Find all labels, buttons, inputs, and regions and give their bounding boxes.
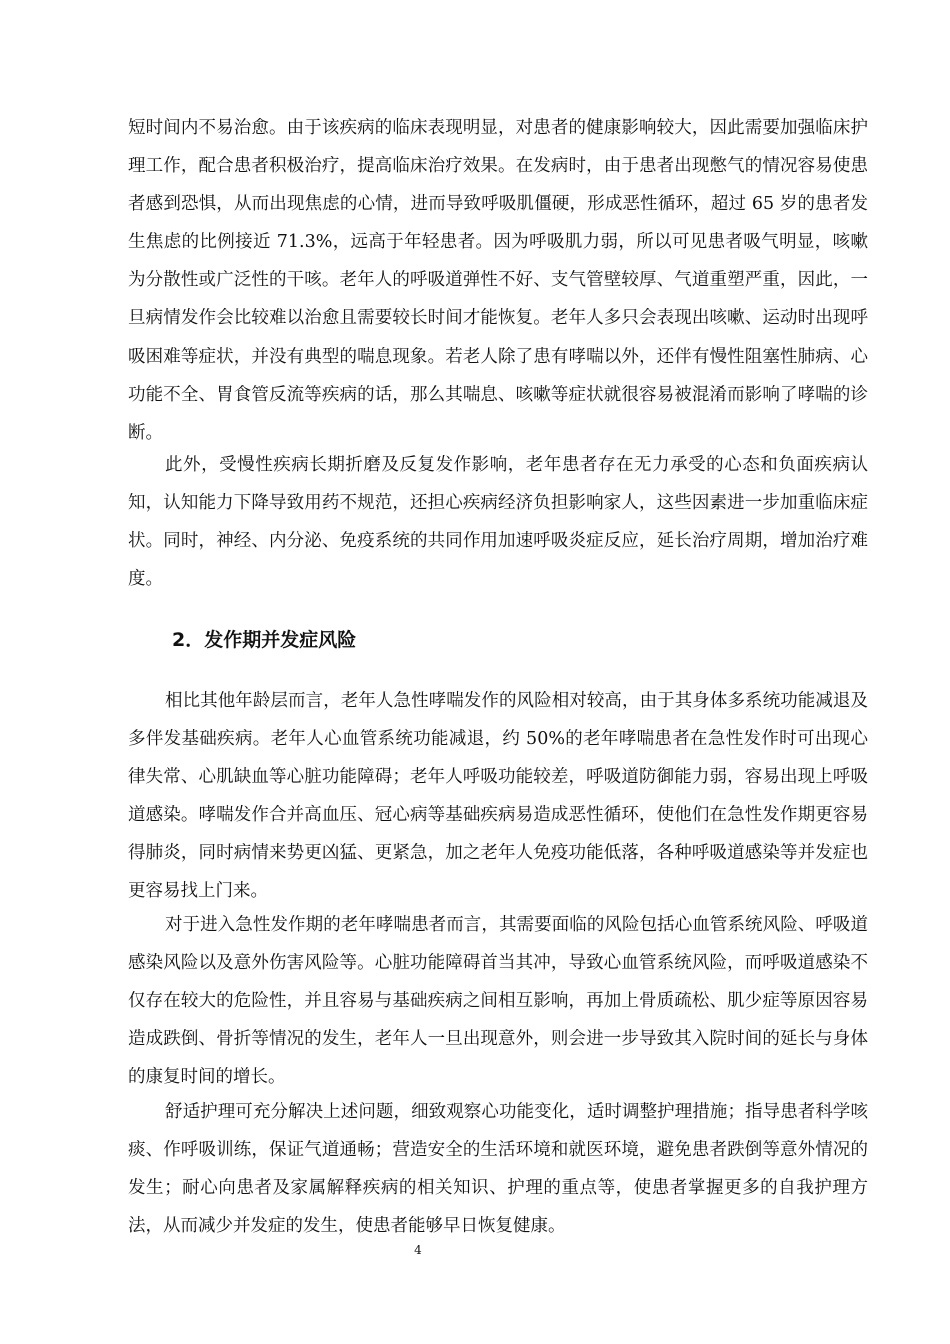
paragraph-comfort-care: 舒适护理可充分解决上述问题，细致观察心功能变化，适时调整护理措施；指导患者科学咳痰、作呼吸训练，保证气道通畅；营造安全的生活环境和就医环境，避免患者跌倒等意外情况的发生；耐心向患者及家属解释疾病的相关知识、护理的重点等，使患者掌握更多的自我护理方法，从而减少并发症的发生，使患者能够早日恢复健康。 <box>128 1102 868 1237</box>
paragraph-chronic-impact: 此外，受慢性疾病长期折磨及反复发作影响，老年患者存在无力承受的心态和负面疾病认知，认知能力下降导致用药不规范，还担心疾病经济负担影响家人，这些因素进一步加重临床症状。同时，神经、内分泌、免疫系统的共同作用加速呼吸炎症反应，延长治疗周期，增加治疗难度。 <box>128 455 868 590</box>
page-number: 4 <box>414 1243 422 1257</box>
section-heading: 2．发作期并发症风险 <box>172 629 357 651</box>
paragraph-acute-risk: 相比其他年龄层而言，老年人急性哮喘发作的风险相对较高，由于其身体多系统功能减退及多伴发基础疾病。老年人心血管系统功能减退，约 50%的老年哮喘患者在急性发作时可出现心律失常、心肌缺血等心脏功能障碍；老年人呼吸功能较差，呼吸道防御能力弱，容易出现上呼吸道感染。哮喘发作合并高血压、冠心病等基础疾病易造成恶性循环，使他们在急性发作期更容易得肺炎，同时病情来势更凶猛、更紧急，加之老年人免疫功能低落，各种呼吸道感染等并发症也更容易找上门来。 <box>128 691 868 902</box>
paragraph-continued: 短时间内不易治愈。由于该疾病的临床表现明显，对患者的健康影响较大，因此需要加强临床护理工作，配合患者积极治疗，提高临床治疗效果。在发病时，由于患者出现憋气的情况容易使患者感到恐惧，从而出现焦虑的心情，进而导致呼吸肌僵硬，形成恶性循环，超过 65 岁的患者发生焦虑的比例接近 71.3%，远高于年轻患者。因为呼吸肌力弱，所以可见患者吸气明显，咳嗽为分散性或广泛性的干咳。老年人的呼吸道弹性不好、支气管壁较厚、气道重塑严重，因此，一旦病情发作会比较难以治愈且需要较长时间才能恢复。老年人多只会表现出咳嗽、运动时出现呼吸困难等症状，并没有典型的喘息现象。若老人除了患有哮喘以外，还伴有慢性阻塞性肺病、心功能不全、胃食管反流等疾病的话，那么其喘息、咳嗽等症状就很容易被混淆而影响了哮喘的诊断。 <box>128 118 868 443</box>
paragraph-risk-types: 对于进入急性发作期的老年哮喘患者而言，其需要面临的风险包括心血管系统风险、呼吸道感染风险以及意外伤害风险等。心脏功能障碍首当其冲，导致心血管系统风险，而呼吸道感染不仅存在较大的危险性，并且容易与基础疾病之间相互影响，再加上骨质疏松、肌少症等原因容易造成跌倒、骨折等情况的发生，老年人一旦出现意外，则会进一步导致其入院时间的延长与身体的康复时间的增长。 <box>128 915 868 1088</box>
